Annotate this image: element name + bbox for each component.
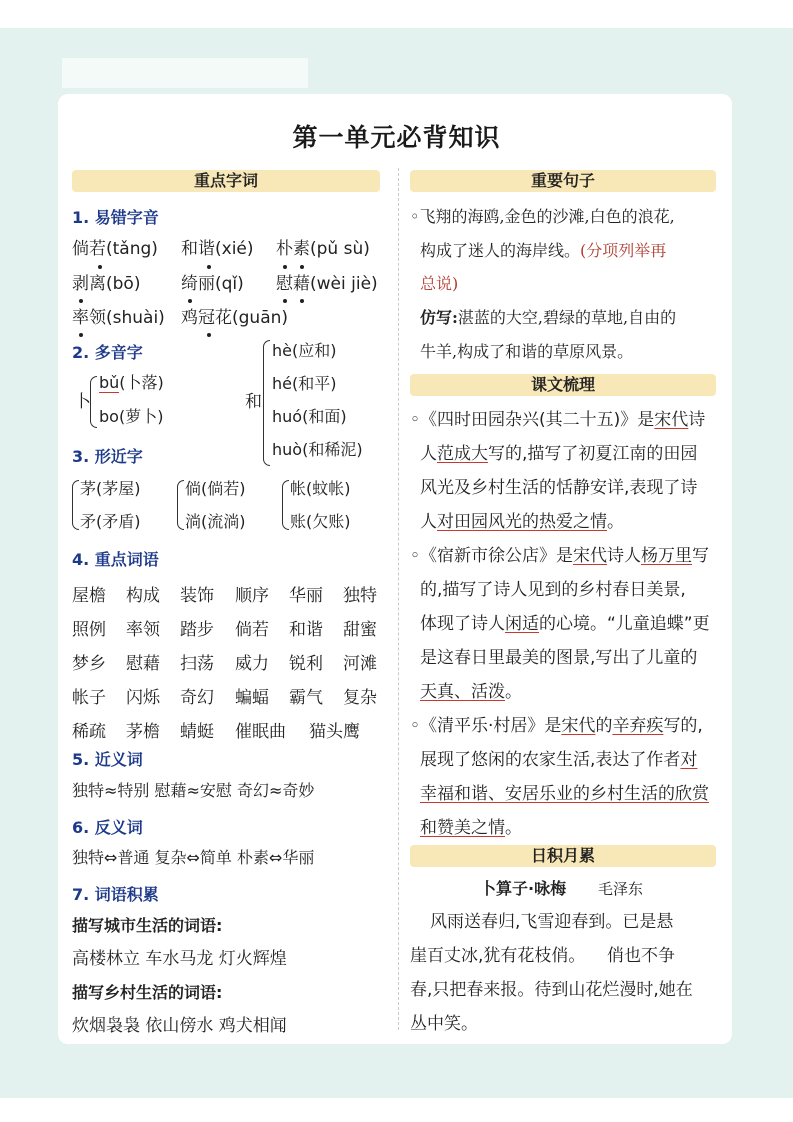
- sentence-text: 飞翔的海鸥,金色的沙滩,白色的浪花,: [419, 207, 675, 226]
- word: 屋檐: [72, 586, 106, 606]
- heading-synonyms: 5. 近义词: [72, 750, 143, 769]
- sentence-note-2: 总说): [420, 274, 459, 293]
- review-1-line-2: [420, 437, 697, 471]
- poly-char-bu: 卜: [74, 392, 91, 412]
- brace: [282, 480, 289, 530]
- t: 《四时田园杂兴(其二十五)》是: [420, 410, 655, 430]
- review-2-line-4: 是这春日里最美的图景,写出了儿童的: [420, 648, 698, 668]
- word: 和谐: [289, 620, 323, 640]
- review-1-line-3: 风光及乡村生活的恬静安详,表现了诗: [420, 478, 698, 498]
- word: 茅檐: [126, 722, 160, 742]
- word: 帐子: [72, 688, 106, 708]
- similar-1a: 茅(茅屋): [80, 479, 141, 498]
- similar-2b: 淌(流淌): [185, 512, 246, 531]
- brace: [263, 340, 270, 466]
- emphasis-dot: [300, 265, 304, 269]
- word: 踏步: [180, 620, 214, 640]
- sentence-line-1: ◦飞翔的海鸥,金色的沙滩,白色的浪花,: [410, 207, 675, 226]
- review-2-line-5: [420, 675, 522, 709]
- t: 。: [607, 512, 624, 532]
- brace: [90, 376, 97, 428]
- imitation-text: 湛蓝的大空,碧绿的草地,自由的: [457, 308, 677, 327]
- section-daily-accumulation: 日积月累: [410, 845, 716, 867]
- review-3-line-3: [420, 777, 709, 811]
- heading-pronunciation: 1. 易错字音: [72, 208, 159, 227]
- emphasis-dot: [188, 299, 192, 303]
- t: 展现了悠闲的农家生活,表达了作者: [420, 750, 681, 770]
- review-2-line-3: [420, 607, 710, 641]
- word: 蝙蝠: [235, 688, 269, 708]
- brace: [177, 480, 184, 530]
- poem-author: 毛泽东: [598, 880, 644, 898]
- poly-bu-1-word: (卜落): [119, 373, 164, 392]
- heading-key-phrases: 4. 重点词语: [72, 550, 159, 569]
- review-2-line-2: 的,描写了诗人见到的乡村春日美景,: [420, 580, 686, 600]
- pron-r1-c2: 和谐(xié): [181, 239, 254, 259]
- column-divider: [398, 168, 399, 1030]
- t: 辛弃疾: [612, 716, 664, 736]
- city-label: 描写城市生活的词语:: [72, 916, 223, 935]
- poem-line-2: 崖百丈冰,犹有花枝俏。 俏也不争: [410, 946, 676, 966]
- word: 装饰: [180, 586, 214, 606]
- village-label: 描写乡村生活的词语:: [72, 983, 223, 1002]
- word: 甜蜜: [343, 620, 377, 640]
- word: 威力: [235, 654, 269, 674]
- word: 慰藉: [126, 654, 160, 674]
- t: 的: [595, 716, 613, 736]
- word: 梦乡: [72, 654, 106, 674]
- word: 河滩: [343, 654, 377, 674]
- sentence-text: 构成了迷人的海岸线。: [420, 241, 581, 260]
- t: 诗人: [607, 546, 642, 566]
- section-sentences: 重要句子: [410, 170, 716, 192]
- t: 宋代: [573, 546, 608, 566]
- word: 闪烁: [126, 688, 160, 708]
- heading-antonyms: 6. 反义词: [72, 818, 143, 837]
- t: 诗: [688, 410, 706, 430]
- pron-r1-c3: 朴素(pǔ sù): [276, 239, 370, 259]
- word: 催眠曲: [235, 722, 286, 742]
- poem-line-1: 风雨送春归,飞雪迎春到。已是悬: [430, 912, 674, 932]
- t: 写: [692, 546, 710, 566]
- similar-1b: 矛(矛盾): [80, 512, 141, 531]
- heading-accumulation: 7. 词语积累: [72, 885, 159, 904]
- t: 的心境。“儿童追蝶”更: [539, 614, 710, 634]
- city-words: 高楼林立 车水马龙 灯火辉煌: [72, 949, 287, 969]
- t: 和赞美之情: [420, 818, 505, 838]
- poly-he-3: huó(和面): [272, 407, 347, 426]
- imitation-line-1: [420, 301, 676, 335]
- emphasis-dot: [300, 299, 304, 303]
- emphasis-dot: [283, 265, 287, 269]
- village-words: 炊烟袅袅 依山傍水 鸡犬相闻: [72, 1016, 287, 1036]
- word: 扫荡: [180, 654, 214, 674]
- antonyms-line: 独特⇔普通 复杂⇔简单 朴素⇔华丽: [72, 848, 315, 867]
- pron-r2-c1: 剥离(bō): [72, 274, 141, 294]
- review-1-line-1: ◦《四时田园杂兴(其二十五)》是宋代诗: [410, 410, 706, 430]
- word: 照例: [72, 620, 106, 640]
- t: 幸福和谐、安居乐业的乡村生活的欣赏: [420, 784, 709, 804]
- pron-r2-c2: 绮丽(qǐ): [181, 274, 244, 294]
- poly-bu-1-pinyin: bǔ: [99, 373, 120, 392]
- t: 宋代: [561, 716, 596, 736]
- emphasis-dot: [207, 333, 211, 337]
- review-3-line-4: [420, 811, 522, 845]
- word: 蜻蜓: [180, 722, 214, 742]
- imitation-label: 仿写:: [420, 308, 458, 327]
- word: 猫头鹰: [309, 722, 360, 742]
- pron-r1-c1: 倘若(tǎng): [72, 239, 158, 259]
- poly-bu-1: [99, 366, 164, 400]
- emphasis-dot: [98, 265, 102, 269]
- word: 独特: [343, 586, 377, 606]
- word: 华丽: [289, 586, 323, 606]
- emphasis-dot: [283, 299, 287, 303]
- word: 顺序: [235, 586, 269, 606]
- t: 。: [505, 682, 522, 702]
- t: 天真、活泼: [420, 682, 505, 702]
- poem-line-4: 丛中笑。: [410, 1014, 478, 1034]
- t: 杨万里: [641, 546, 693, 566]
- review-1-line-4: [420, 505, 624, 539]
- pron-r3-c1: 率领(shuài): [72, 308, 165, 328]
- sentence-note: (分项列举再: [580, 241, 667, 260]
- t: 闲适: [505, 614, 539, 634]
- review-3-line-2: [420, 743, 697, 777]
- emphasis-dot: [79, 333, 83, 337]
- similar-3a: 帐(蚊帐): [290, 479, 351, 498]
- poem-line-3: 春,只把春来报。待到山花烂漫时,她在: [410, 980, 693, 1000]
- t: 范成大: [437, 444, 488, 464]
- emphasis-dot: [207, 265, 211, 269]
- word: 复杂: [343, 688, 377, 708]
- header-strip: [62, 58, 308, 88]
- poem-title: 卜算子·咏梅: [480, 879, 567, 898]
- word: 倘若: [235, 620, 269, 640]
- t: 对田园风光的热爱之情: [437, 512, 607, 532]
- t: 《清平乐·村居》是: [420, 716, 562, 736]
- t: 人: [420, 444, 437, 464]
- word: 奇幻: [180, 688, 214, 708]
- sentence-line-2: [420, 234, 666, 268]
- word: 霸气: [289, 688, 323, 708]
- review-3-line-1: ◦《清平乐·村居》是宋代的辛弃疾写的,: [410, 716, 703, 736]
- pron-r2-c3: 慰藉(wèi jiè): [276, 274, 378, 294]
- section-text-review: 课文梳理: [410, 374, 716, 396]
- t: 。: [505, 818, 522, 838]
- poly-he-4: huò(和稀泥): [272, 440, 363, 459]
- t: 对: [680, 750, 698, 770]
- t: 宋代: [654, 410, 689, 430]
- heading-polyphones: 2. 多音字: [72, 343, 143, 362]
- emphasis-dot: [79, 299, 83, 303]
- t: 体现了诗人: [420, 614, 505, 634]
- poly-bu-2: bo(萝卜): [99, 407, 164, 426]
- similar-2a: 倘(倘若): [185, 479, 246, 498]
- poly-he-2: hé(和平): [272, 374, 337, 393]
- imitation-line-2: 牛羊,构成了和谐的草原风景。: [420, 342, 634, 361]
- brace: [72, 480, 79, 530]
- similar-3b: 账(欠账): [290, 512, 351, 531]
- poly-he-1: hè(应和): [272, 341, 337, 360]
- word: 锐利: [289, 654, 323, 674]
- heading-similar-chars: 3. 形近字: [72, 447, 143, 466]
- t: 写的,: [663, 716, 703, 736]
- section-key-words: 重点字词: [72, 170, 380, 192]
- poly-char-he: 和: [245, 392, 262, 412]
- word: 构成: [126, 586, 160, 606]
- review-2-line-1: ◦《宿新市徐公店》是宋代诗人杨万里写: [410, 546, 710, 566]
- t: 人: [420, 512, 437, 532]
- synonyms-line: 独特≈特别 慰藉≈安慰 奇幻≈奇妙: [72, 781, 315, 800]
- pron-r3-c2: 鸡冠花(guān): [181, 308, 289, 328]
- t: 《宿新市徐公店》是: [420, 546, 574, 566]
- page-title: 第一单元必背知识: [292, 123, 501, 152]
- t: 写的,描写了初夏江南的田园: [488, 444, 698, 464]
- word: 率领: [126, 620, 160, 640]
- word: 稀疏: [72, 722, 106, 742]
